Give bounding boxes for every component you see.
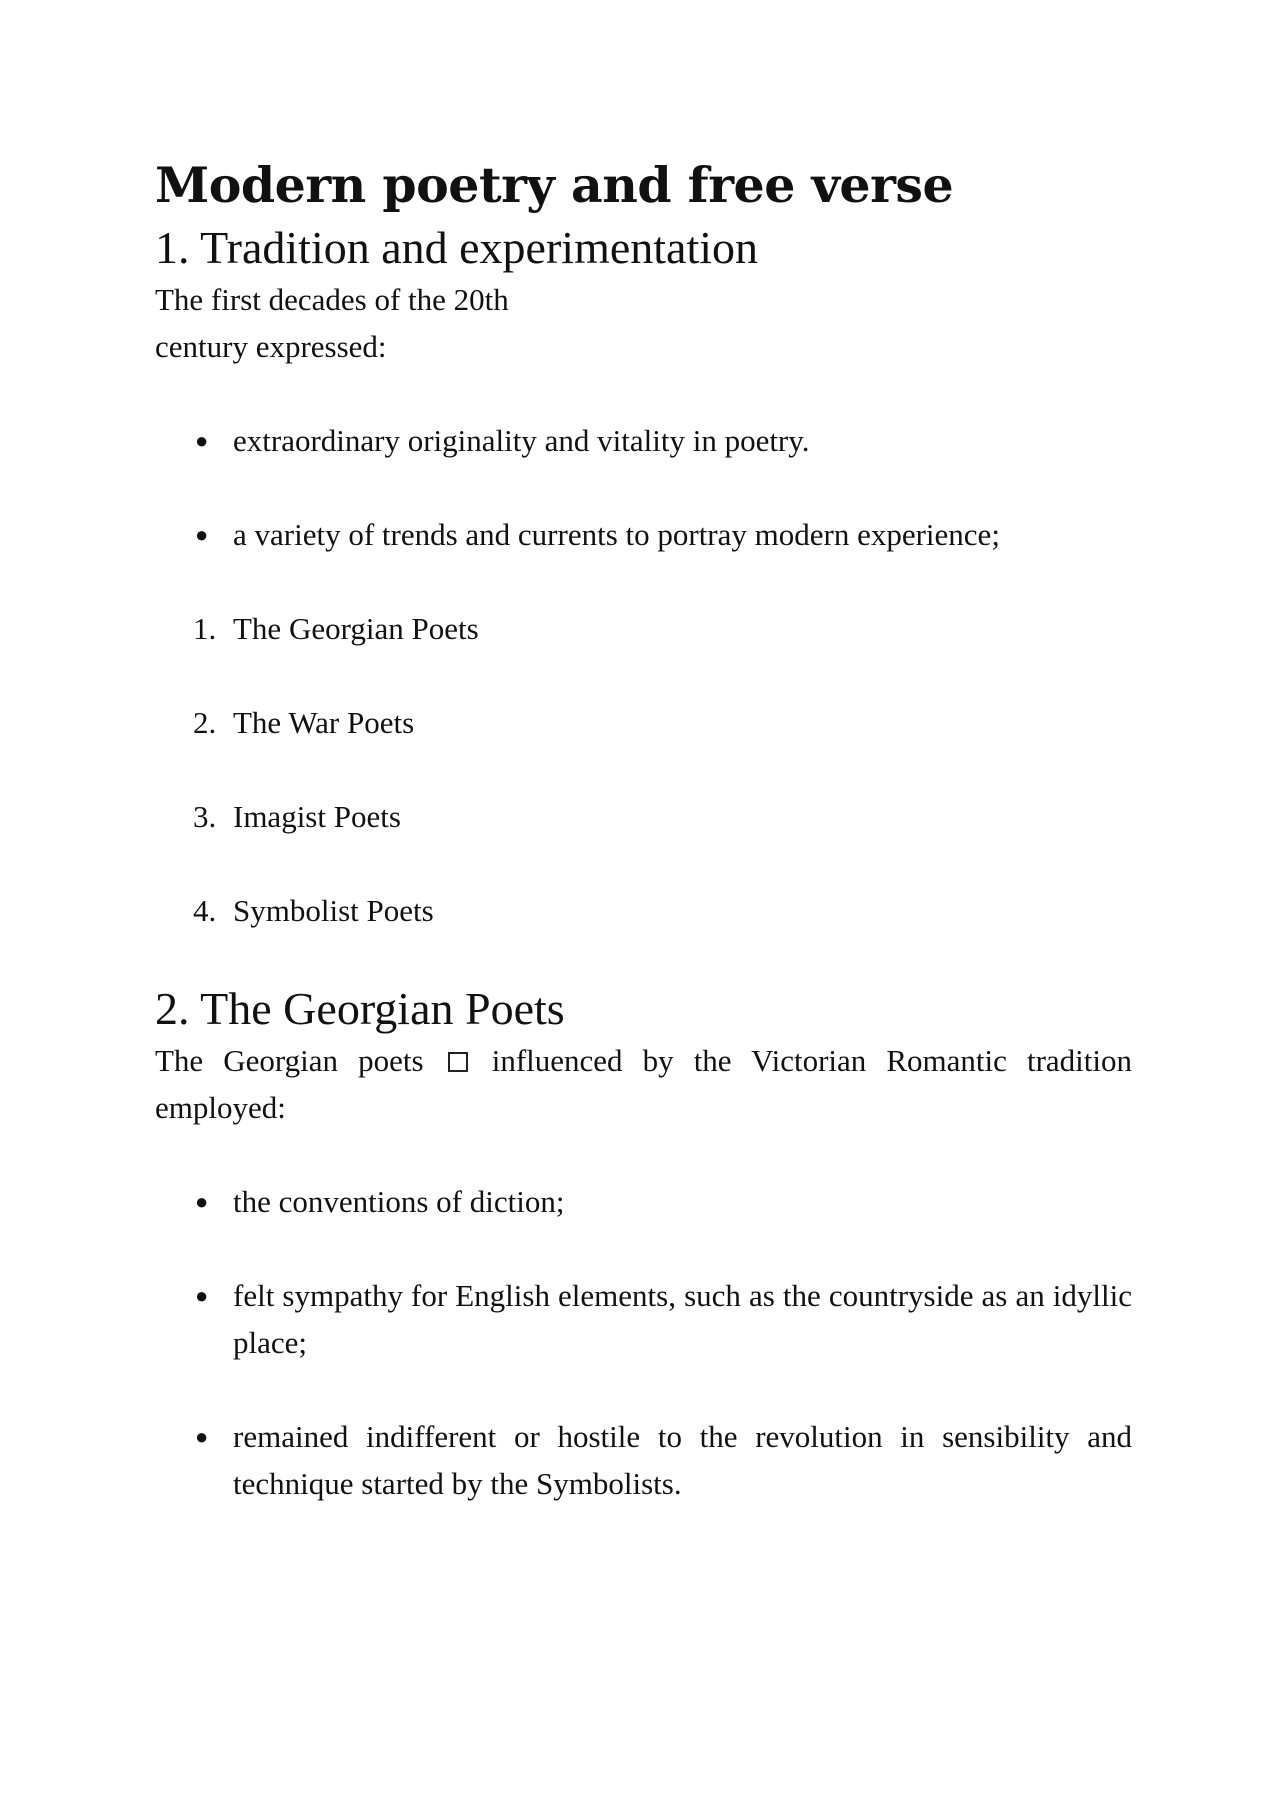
bullet-icon: ● [195, 522, 209, 547]
list-item [155, 1178, 1132, 1225]
section-2-intro-end: influenced by the Victorian Romantic tradition employed: [155, 1043, 1132, 1125]
list-item [155, 605, 1132, 652]
list-item-text: felt sympathy for English elements, such as the countryside as an idyllic place; [233, 1278, 1132, 1360]
section-2-intro [155, 1037, 1132, 1131]
list-item [155, 511, 1132, 558]
bullet-icon: ● [195, 428, 209, 453]
list-number: 3. [193, 799, 217, 834]
list-item [155, 417, 1132, 464]
list-item-text: the conventions of diction; [233, 1184, 565, 1219]
section-1-intro [155, 276, 1132, 370]
section-2-bullet-list [155, 1178, 1132, 1507]
list-item-text: The Georgian Poets [233, 611, 479, 646]
section-1-intro-line-1: The first decades of the 20th [155, 282, 509, 317]
section-1-numbered-list [155, 605, 1132, 934]
list-item [155, 887, 1132, 934]
section-1-intro-line-2: century expressed: [155, 329, 387, 364]
list-item-text: remained indifferent or hostile to the revolution in sensibility and technique started by the Symbolists. [233, 1419, 1132, 1501]
list-item [155, 699, 1132, 746]
bullet-icon: ● [195, 1424, 209, 1449]
document-page [155, 150, 1132, 1507]
bullet-icon: ● [195, 1189, 209, 1214]
document-title: Modern poetry and free verse [155, 156, 954, 214]
list-item-text: Imagist Poets [233, 799, 401, 834]
section-2-heading: 2. The Georgian Poets [155, 983, 565, 1034]
list-item-text: a variety of trends and currents to portray modern experience; [233, 517, 1000, 552]
section-1-heading: 1. Tradition and experimentation [155, 222, 759, 273]
section-2-intro-start: The Georgian poets [155, 1043, 424, 1078]
bullet-icon: ● [195, 1283, 209, 1308]
list-number: 2. [193, 705, 217, 740]
list-item [155, 1413, 1132, 1507]
list-number: 1. [193, 611, 217, 646]
list-item-text: The War Poets [233, 705, 415, 740]
list-item [155, 793, 1132, 840]
list-item-text: Symbolist Poets [233, 893, 434, 928]
list-number: 4. [193, 893, 217, 928]
section-1-bullet-list [155, 417, 1132, 558]
square-icon [448, 1052, 468, 1072]
list-item-text: extraordinary originality and vitality in poetry. [233, 423, 810, 458]
list-item [155, 1272, 1132, 1366]
